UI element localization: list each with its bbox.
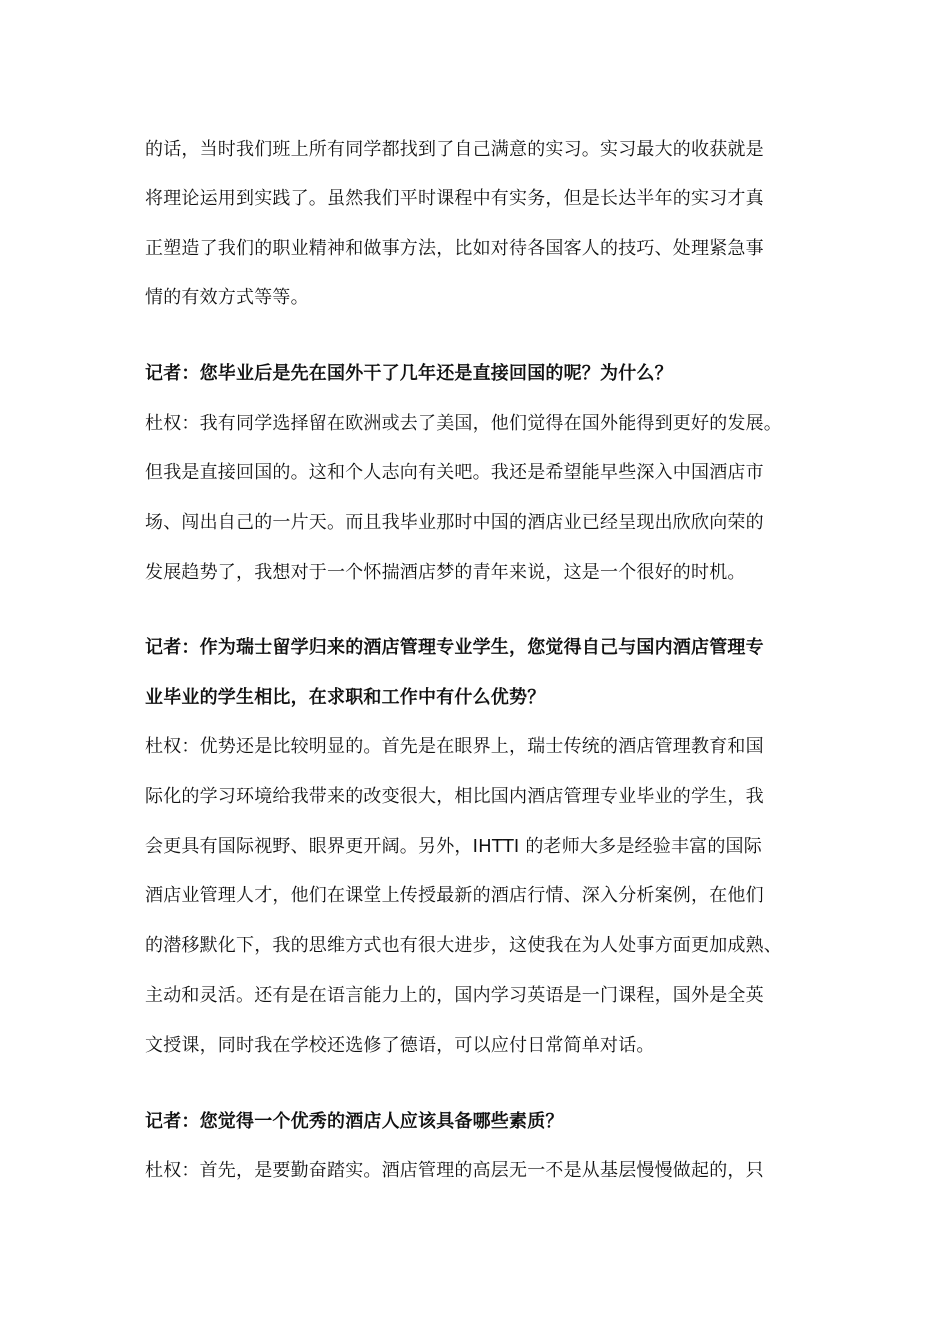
paragraph-line: 文授课，同时我在学校还选修了德语，可以应付日常简单对话。 [145,1035,655,1056]
paragraph-line: 但我是直接回国的。这和个人志向有关吧。我还是希望能早些深入中国酒店市 [145,462,764,483]
question-line: 记者：您觉得一个优秀的酒店人应该具备哪些素质？ [145,1111,564,1132]
paragraph-line: 将理论运用到实践了。虽然我们平时课程中有实务，但是长达半年的实习才真 [145,188,764,209]
paragraph-line: 的潜移默化下，我的思维方式也有很大进步，这使我在为人处事方面更加成熟、 [145,935,782,956]
paragraph-line: 杜权：我有同学选择留在欧洲或去了美国，他们觉得在国外能得到更好的发展。 [145,413,782,434]
paragraph-line: 的话，当时我们班上所有同学都找到了自己满意的实习。实习最大的收获就是 [145,139,764,160]
question-line: 记者：作为瑞士留学归来的酒店管理专业学生，您觉得自己与国内酒店管理专 [145,637,764,658]
paragraph-line: 主动和灵活。还有是在语言能力上的，国内学习英语是一门课程，国外是全英 [145,985,764,1006]
paragraph-line: 会更具有国际视野、眼界更开阔。另外，IHTTI 的老师大多是经验丰富的国际 [145,836,762,857]
paragraph-line: 际化的学习环境给我带来的改变很大，相比国内酒店管理专业毕业的学生，我 [145,786,764,807]
paragraph-line: 酒店业管理人才，他们在课堂上传授最新的酒店行情、深入分析案例，在他们 [145,885,764,906]
question-line: 记者：您毕业后是先在国外干了几年还是直接回国的呢？为什么？ [145,363,673,384]
paragraph-line: 正塑造了我们的职业精神和做事方法，比如对待各国客人的技巧、处理紧急事 [145,238,764,259]
paragraph-line: 发展趋势了，我想对于一个怀揣酒店梦的青年来说，这是一个很好的时机。 [145,562,746,583]
paragraph-line: 杜权：首先，是要勤奋踏实。酒店管理的高层无一不是从基层慢慢做起的，只 [145,1160,764,1181]
paragraph-line: 情的有效方式等等。 [145,287,309,308]
question-line: 业毕业的学生相比，在求职和工作中有什么优势？ [145,687,546,708]
paragraph-line: 杜权：优势还是比较明显的。首先是在眼界上，瑞士传统的酒店管理教育和国 [145,736,764,757]
paragraph-line: 场、闯出自己的一片天。而且我毕业那时中国的酒店业已经呈现出欣欣向荣的 [145,512,764,533]
